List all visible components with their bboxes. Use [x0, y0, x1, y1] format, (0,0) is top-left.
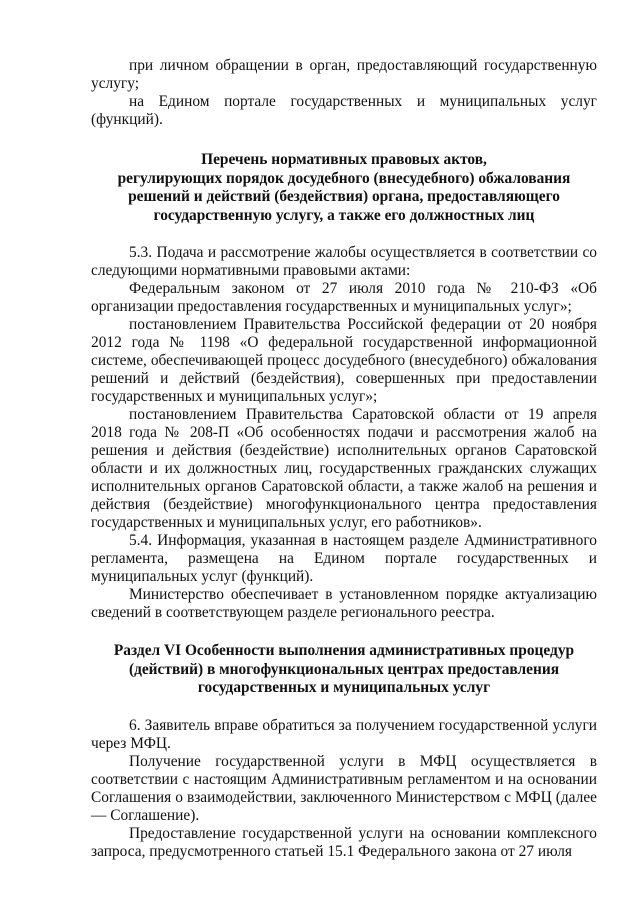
paragraph: 5.3. Подача и рассмотрение жалобы осуществляется в соответствии со следующими нормативными правовыми актами:	[91, 244, 597, 279]
paragraph: Федеральным законом от 27 июля 2010 года № 210-ФЗ «Об организации предоставления государственных и муниципальных услуг»;	[91, 280, 597, 315]
heading-line: Раздел VI Особенности выполнения административных процедур	[113, 642, 575, 659]
paragraph: на Едином портале государственных и муниципальных услуг (функций).	[91, 93, 597, 128]
paragraph: Министерство обеспечивает в установленном порядке актуализацию сведений в соответствующем разделе регионального реестра.	[91, 586, 597, 621]
heading-line: государственных и муниципальных услуг	[197, 679, 491, 696]
document-page	[91, 57, 597, 861]
paragraph: Предоставление государственной услуги на основании комплексного запроса, предусмотренного статьей 15.1 Федерального закона от 27 июля	[91, 824, 597, 860]
section-heading-appeal-acts	[91, 151, 597, 225]
heading-line: (действий) в многофункциональных центрах предоставления	[128, 660, 560, 678]
heading-line: решений и действий (бездействия) органа, предоставляющего	[128, 188, 560, 205]
paragraph: при личном обращении в орган, предоставляющий государственную услугу;	[91, 57, 597, 92]
paragraph: постановлением Правительства Российской федерации от 20 ноября 2012 года № 1198 «О федеральной государственной информационной системе, обеспечивающей процесс досудебного (внесудебного) обжалования решений и действий (бездействия), совершенных при предоставлении государственных и муниципальных услуг»;	[91, 316, 597, 405]
paragraph: 5.4. Информация, указанная в настоящем разделе Административного регламента, размещена на Едином портале государственных и муниципальных услуг (функций).	[91, 532, 597, 585]
paragraph: Получение государственной услуги в МФЦ осуществляется в соответствии с настоящим Административным регламентом и на основании Соглашения о взаимодействии, заключенного Министерством с МФЦ (далее — Соглашение).	[91, 752, 597, 824]
heading-line: государственную услугу, а также его должностных лиц	[153, 206, 535, 224]
section-heading-mfc	[91, 642, 597, 698]
heading-line: регулирующих порядок досудебного (внесудебного) обжалования	[117, 169, 571, 187]
paragraph: постановлением Правительства Саратовской области от 19 апреля 2018 года № 208-П «Об особенностях подачи и рассмотрения жалоб на решения и действия (бездействие) исполнительных органов Саратовской области и их должностных лиц, государственных гражданских служащих исполнительных органов Саратовской области, а также жалоб на решения и действия (бездействие) многофункционального центра предоставления государственных и муниципальных услуг, его работников».	[91, 406, 597, 531]
paragraph: 6. Заявитель вправе обратиться за получением государственной услуги через МФЦ.	[91, 716, 597, 752]
heading-line: Перечень нормативных правовых актов,	[201, 151, 487, 168]
